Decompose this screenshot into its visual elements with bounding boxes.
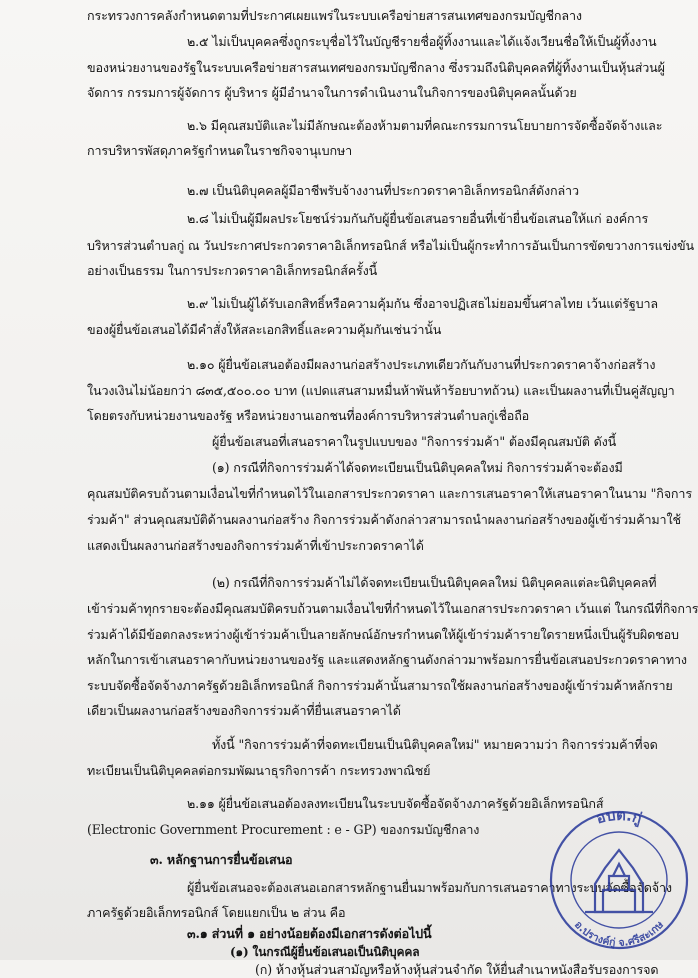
text-line: ของหน่วยงานของรัฐในระบบเครือข่ายสารสนเทศของกรมบัญชีกลาง ซึ่งรวมถึงนิติบุคคลที่ผู้ทิ้งงานเป็นหุ้นส่วนผู้ xyxy=(87,60,665,75)
text-line: ๒.๑๐ ผู้ยื่นข้อเสนอต้องมีผลงานก่อสร้างประเภทเดียวกันกับงานที่ประกวดราคาจ้างก่อสร้าง xyxy=(187,357,656,372)
text-line: ร่วมค้า" ส่วนคุณสมบัติด้านผลงานก่อสร้าง กิจการร่วมค้าดังกล่าวสามารถนำผลงานก่อสร้างของผู้เข้าร่วมค้ามาใช้ xyxy=(87,512,681,527)
text-line: (๑) กรณีที่กิจการร่วมค้าได้จดทะเบียนเป็นนิติบุคคลใหม่ กิจการร่วมค้าจะต้องมี xyxy=(212,460,623,475)
text-line: ระบบจัดซื้อจัดจ้างภาครัฐด้วยอิเล็กทรอนิกส์ กิจการร่วมค้านั้นสามารถใช้ผลงานก่อสร้างของผู้เข้าร่วมค้าหลักราย xyxy=(87,678,673,693)
text-line: ผู้ยื่นข้อเสนอจะต้องเสนอเอกสารหลักฐานยื่นมาพร้อมกับการเสนอราคาทางระบบจัดซื้อจัดจ้าง xyxy=(187,880,672,895)
text-line: (๒) กรณีที่กิจการร่วมค้าไม่ได้จดทะเบียนเป็นนิติบุคคลใหม่ นิติบุคคลแต่ละนิติบุคคลที่ xyxy=(212,575,657,590)
svg-text:อบต.กู่ xyxy=(594,806,644,829)
section-heading: ๓. หลักฐานการยื่นข้อเสนอ xyxy=(150,852,293,867)
text-line: กระทรวงการคลังกำหนดตามที่ประกาศเผยแพร่ในระบบเครือข่ายสารสนเทศของกรมบัญชีกลาง xyxy=(87,8,582,23)
text-line: (ก) ห้างหุ้นส่วนสามัญหรือห้างหุ้นส่วนจำกัด ให้ยื่นสำเนาหนังสือรับรองการจด xyxy=(255,962,659,977)
text-line: ผู้ยื่นข้อเสนอที่เสนอราคาในรูปแบบของ "กิจการร่วมค้า" ต้องมีคุณสมบัติ ดังนี้ xyxy=(212,434,617,449)
text-line: อย่างเป็นธรรม ในการประกวดราคาอิเล็กทรอนิกส์ครั้งนี้ xyxy=(87,263,378,278)
seal-text-top: อบต.กู่ xyxy=(593,805,644,828)
text-line: แสดงเป็นผลงานก่อสร้างของกิจการร่วมค้าที่เข้าประกวดราคาได้ xyxy=(87,538,424,553)
text-line: ๒.๖ มีคุณสมบัติและไม่มีลักษณะต้องห้ามตามที่คณะกรรมการนโยบายการจัดซื้อจัดจ้างและ xyxy=(187,118,663,133)
svg-text:อ.ปรางค์กู่ จ.ศรีสะเกษ xyxy=(572,919,666,950)
text-line: ร่วมค้าได้มีข้อตกลงระหว่างผู้เข้าร่วมค้าเป็นลายลักษณ์อักษรกำหนดให้ผู้เข้าร่วมค้ารายใดรายหนึ่งเป็นผู้รับผิดชอบ xyxy=(87,627,679,642)
text-line: โดยตรงกับหน่วยงานของรัฐ หรือหน่วยงานเอกชนที่องค์การบริหารส่วนตำบลกู่เชื่อถือ xyxy=(87,408,530,423)
text-line: หลักในการเข้าเสนอราคากับหน่วยงานของรัฐ และแสดงหลักฐานดังกล่าวมาพร้อมการยื่นข้อเสนอประกวดราคาทาง xyxy=(87,652,687,667)
text-line: การบริหารพัสดุภาครัฐกำหนดในราชกิจจานุเบกษา xyxy=(87,143,353,158)
text-line: คุณสมบัติครบถ้วนตามเงื่อนไขที่กำหนดไว้ในเอกสารประกวดราคา และการเสนอราคาให้เสนอราคาในนาม "กิจการ xyxy=(87,486,692,501)
text-line: ในวงเงินไม่น้อยกว่า ๘๓๕,๕๐๐.๐๐ บาท (แปดแสนสามหมื่นห้าพันห้าร้อยบาทถ้วน) และเป็นผลงานที่เป็นคู่สัญญา xyxy=(87,383,675,398)
text-line: (Electronic Government Procurement : e - GP) ของกรมบัญชีกลาง xyxy=(87,822,480,837)
text-line: จัดการ กรรมการผู้จัดการ ผู้บริหาร ผู้มีอำนาจในการดำเนินงานในกิจการของนิติบุคคลนั้นด้วย xyxy=(87,85,577,100)
text-line: ๒.๗ เป็นนิติบุคคลผู้มีอาชีพรับจ้างงานที่ประกวดราคาอิเล็กทรอนิกส์ดังกล่าว xyxy=(187,183,579,198)
text-line: ๒.๑๑ ผู้ยื่นข้อเสนอต้องลงทะเบียนในระบบจัดซื้อจัดจ้างภาครัฐด้วยอิเล็กทรอนิกส์ xyxy=(187,796,604,811)
text-line: ภาครัฐด้วยอิเล็กทรอนิกส์ โดยแยกเป็น ๒ ส่วน คือ xyxy=(87,905,346,920)
seal-emblem-icon xyxy=(545,802,693,952)
seal-text-bottom: อ.ปรางค์กู่ จ.ศรีสะเกษ xyxy=(571,918,667,950)
text-line: ของผู้ยื่นข้อเสนอได้มีคำสั่งให้สละเอกสิทธิ์และความคุ้มกันเช่นว่านั้น xyxy=(87,322,442,337)
text-line: ทั้งนี้ "กิจการร่วมค้าที่จดทะเบียนเป็นนิติบุคคลใหม่" หมายความว่า กิจการร่วมค้าที่จด xyxy=(212,737,658,752)
subsection-heading: ๓.๑ ส่วนที่ ๑ อย่างน้อยต้องมีเอกสารดังต่อไปนี้ xyxy=(187,926,432,941)
text-line: เข้าร่วมค้าทุกรายจะต้องมีคุณสมบัติครบถ้วนตามเงื่อนไขที่กำหนดไว้ในเอกสารประกวดราคา เว้นแต่ ในกรณีที่กิจการ xyxy=(87,601,698,616)
text-line: ทะเบียนเป็นนิติบุคคลต่อกรมพัฒนาธุรกิจการค้า กระทรวงพาณิชย์ xyxy=(87,763,431,778)
text-line: ๒.๘ ไม่เป็นผู้มีผลประโยชน์ร่วมกันกับผู้ยื่นข้อเสนอรายอื่นที่เข้ายื่นข้อเสนอให้แก่ องค์การ xyxy=(187,211,649,226)
text-line: เดียวเป็นผลงานก่อสร้างของกิจการร่วมค้าที่ยื่นเสนอราคาได้ xyxy=(87,703,401,718)
text-line: (๑) ในกรณีผู้ยื่นข้อเสนอเป็นนิติบุคคล xyxy=(230,945,420,959)
text-line: ๒.๕ ไม่เป็นบุคคลซึ่งถูกระบุชื่อไว้ในบัญชีรายชื่อผู้ทิ้งงานและได้แจ้งเวียนชื่อให้เป็นผู้ทิ้งงาน xyxy=(187,34,657,49)
official-seal-stamp xyxy=(545,802,693,952)
text-line: บริหารส่วนตำบลกู่ ณ วันประกาศประกวดราคาอิเล็กทรอนิกส์ หรือไม่เป็นผู้กระทำการอันเป็นการขัดขวางการแข่งขัน xyxy=(87,238,694,253)
text-line: ๒.๙ ไม่เป็นผู้ได้รับเอกสิทธิ์หรือความคุ้มกัน ซึ่งอาจปฏิเสธไม่ยอมขึ้นศาลไทย เว้นแต่รัฐบาล xyxy=(187,296,658,311)
